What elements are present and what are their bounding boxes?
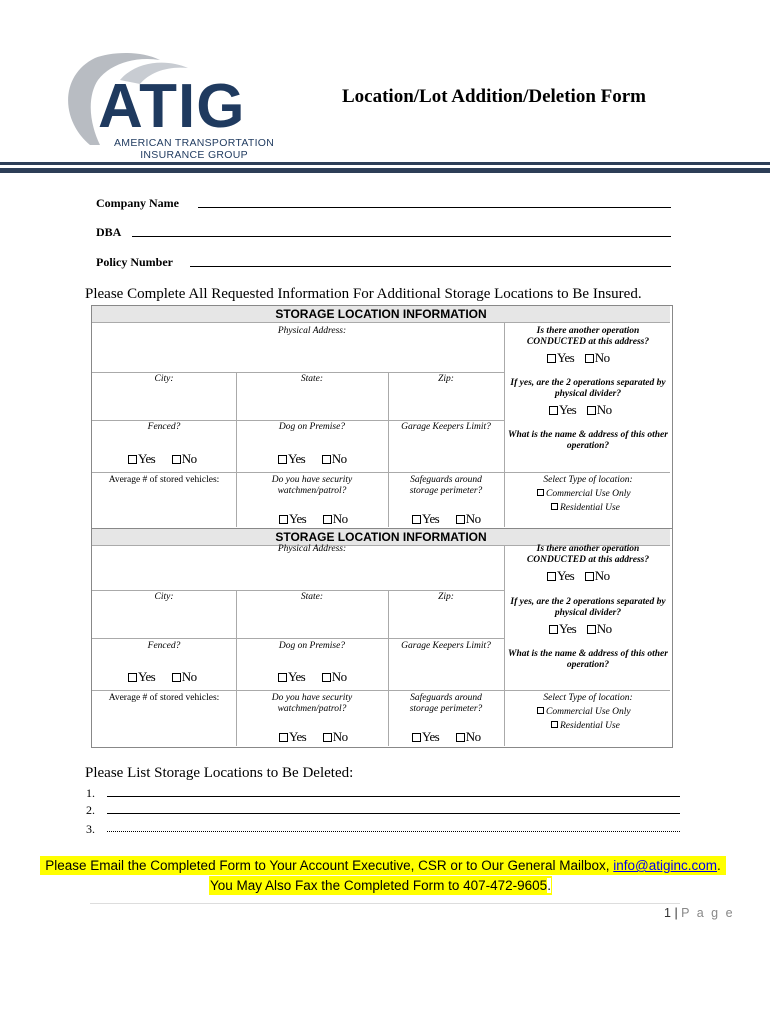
another-operation-label: Is there another operation CONDUCTED at this address? (526, 326, 650, 347)
dog-no[interactable]: No (322, 451, 347, 466)
checkbox-icon (537, 707, 544, 714)
garage-keepers-label: Garage Keepers Limit? (401, 422, 491, 432)
checkbox-icon (278, 455, 287, 464)
page-number: 1 | P a g e (664, 906, 735, 920)
deletion-title: Please List Storage Locations to Be Deleted: (85, 765, 354, 781)
checkbox-icon (412, 515, 421, 524)
separated-no[interactable]: No (587, 621, 612, 636)
commercial-use-option[interactable]: Commercial Use Only (537, 707, 631, 717)
safeguards-options (412, 729, 480, 745)
dba-field[interactable] (132, 236, 671, 237)
separated-label: If yes, are the 2 operations separated by physical divider? (510, 378, 666, 399)
zip-label: Zip: (438, 592, 454, 602)
company-name-label: Company Name (96, 196, 179, 210)
footer-rule (90, 903, 680, 904)
checkbox-icon (279, 733, 288, 742)
checkbox-icon (587, 625, 596, 634)
fax-instruction: You May Also Fax the Completed Form to 407-472-9605. (210, 878, 551, 893)
instruction-text: Please Complete All Requested Information For Additional Storage Locations to Be Insured. (85, 286, 642, 302)
separated-no[interactable]: No (587, 402, 612, 417)
checkbox-icon (585, 572, 594, 581)
zip-label: Zip: (438, 374, 454, 384)
another-operation-label: Is there another operation CONDUCTED at this address? (526, 544, 650, 565)
residential-use-option[interactable]: Residential Use (551, 503, 620, 513)
dog-yes[interactable]: Yes (278, 669, 305, 684)
dog-label: Dog on Premise? (278, 641, 346, 651)
dog-options (278, 451, 346, 467)
email-link[interactable]: info@atiginc.com (613, 858, 717, 873)
safeguards-no[interactable]: No (456, 511, 481, 526)
deletion-line-3[interactable] (107, 831, 680, 832)
section-2-header: STORAGE LOCATION INFORMATION (92, 529, 670, 545)
email-instruction-banner: Please Email the Completed Form to Your Account Executive, CSR or to Our General Mailbox, info@atiginc.com. (40, 856, 726, 875)
separated-label: If yes, are the 2 operations separated by physical divider? (510, 597, 666, 618)
other-operation-name-label: What is the name & address of this other operation? (508, 430, 668, 451)
another-operation-no[interactable]: No (585, 350, 610, 365)
dog-options (278, 669, 346, 685)
dog-no[interactable]: No (322, 669, 347, 684)
fenced-no[interactable]: No (172, 669, 197, 684)
checkbox-icon (537, 489, 544, 496)
fenced-label: Fenced? (147, 422, 181, 432)
checkbox-icon (551, 503, 558, 510)
another-operation-options (547, 568, 609, 584)
other-operation-name-label: What is the name & address of this other operation? (508, 649, 668, 670)
checkbox-icon (279, 515, 288, 524)
separated-options (549, 402, 611, 418)
checkbox-icon (585, 354, 594, 363)
city-label: City: (154, 374, 174, 384)
checkbox-icon (128, 455, 137, 464)
fenced-yes[interactable]: Yes (128, 669, 155, 684)
checkbox-icon (547, 572, 556, 581)
checkbox-icon (323, 733, 332, 742)
commercial-use-option[interactable]: Commercial Use Only (537, 489, 631, 499)
policy-number-field[interactable] (190, 266, 671, 267)
safeguards-yes[interactable]: Yes (412, 511, 439, 526)
deletion-line-2[interactable] (107, 813, 680, 814)
physical-address-label: Physical Address: (277, 326, 347, 336)
another-operation-yes[interactable]: Yes (547, 350, 574, 365)
checkbox-icon (322, 673, 331, 682)
checkbox-icon (128, 673, 137, 682)
checkbox-icon (172, 673, 181, 682)
another-operation-options (547, 350, 609, 366)
checkbox-icon (547, 354, 556, 363)
fenced-options (128, 451, 196, 467)
security-label: Do you have security watchmen/patrol? (271, 475, 353, 496)
fenced-options (128, 669, 196, 685)
checkbox-icon (551, 721, 558, 728)
dog-label: Dog on Premise? (278, 422, 346, 432)
location-type-label: Select Type of location: (543, 475, 633, 485)
checkbox-icon (549, 625, 558, 634)
fenced-no[interactable]: No (172, 451, 197, 466)
security-yes[interactable]: Yes (279, 729, 306, 744)
residential-use-option[interactable]: Residential Use (551, 721, 620, 731)
header-rule-thick (0, 168, 770, 173)
checkbox-icon (549, 406, 558, 415)
fenced-yes[interactable]: Yes (128, 451, 155, 466)
checkbox-icon (278, 673, 287, 682)
safeguards-options (412, 511, 480, 527)
separated-yes[interactable]: Yes (549, 621, 576, 636)
location-type-label: Select Type of location: (543, 693, 633, 703)
checkbox-icon (172, 455, 181, 464)
safeguards-label: Safeguards around storage perimeter? (409, 475, 483, 496)
section-1-header: STORAGE LOCATION INFORMATION (92, 306, 670, 322)
security-no[interactable]: No (323, 511, 348, 526)
security-yes[interactable]: Yes (279, 511, 306, 526)
form-title: Location/Lot Addition/Deletion Form (342, 86, 646, 107)
garage-keepers-label: Garage Keepers Limit? (401, 641, 491, 651)
checkbox-icon (456, 515, 465, 524)
separated-options (549, 621, 611, 637)
policy-number-label: Policy Number (96, 255, 173, 269)
security-label: Do you have security watchmen/patrol? (271, 693, 353, 714)
dog-yes[interactable]: Yes (278, 451, 305, 466)
checkbox-icon (412, 733, 421, 742)
another-operation-yes[interactable]: Yes (547, 568, 574, 583)
security-no[interactable]: No (323, 729, 348, 744)
header-rule (0, 162, 770, 165)
checkbox-icon (323, 515, 332, 524)
state-label: State: (300, 374, 324, 384)
checkbox-icon (587, 406, 596, 415)
logo-subtitle: AMERICAN TRANSPORTATION INSURANCE GROUP (114, 137, 275, 161)
another-operation-no[interactable]: No (585, 568, 610, 583)
checkbox-icon (322, 455, 331, 464)
deletion-line-1[interactable] (107, 796, 680, 797)
safeguards-label: Safeguards around storage perimeter? (409, 693, 483, 714)
physical-address-label: Physical Address: (277, 544, 347, 554)
atig-logo: ATIG (98, 72, 246, 141)
deletion-item-number: 2. (86, 803, 95, 817)
city-label: City: (154, 592, 174, 602)
security-options (279, 511, 347, 527)
safeguards-no[interactable]: No (456, 729, 481, 744)
security-options (279, 729, 347, 745)
deletion-item-number: 3. (86, 822, 95, 836)
deletion-item-number: 1. (86, 786, 95, 800)
avg-vehicles-label: Average # of stored vehicles: (108, 475, 220, 485)
checkbox-icon (456, 733, 465, 742)
state-label: State: (300, 592, 324, 602)
fenced-label: Fenced? (147, 641, 181, 651)
company-name-field[interactable] (198, 207, 671, 208)
safeguards-yes[interactable]: Yes (412, 729, 439, 744)
separated-yes[interactable]: Yes (549, 402, 576, 417)
avg-vehicles-label: Average # of stored vehicles: (108, 693, 220, 703)
dba-label: DBA (96, 225, 122, 239)
